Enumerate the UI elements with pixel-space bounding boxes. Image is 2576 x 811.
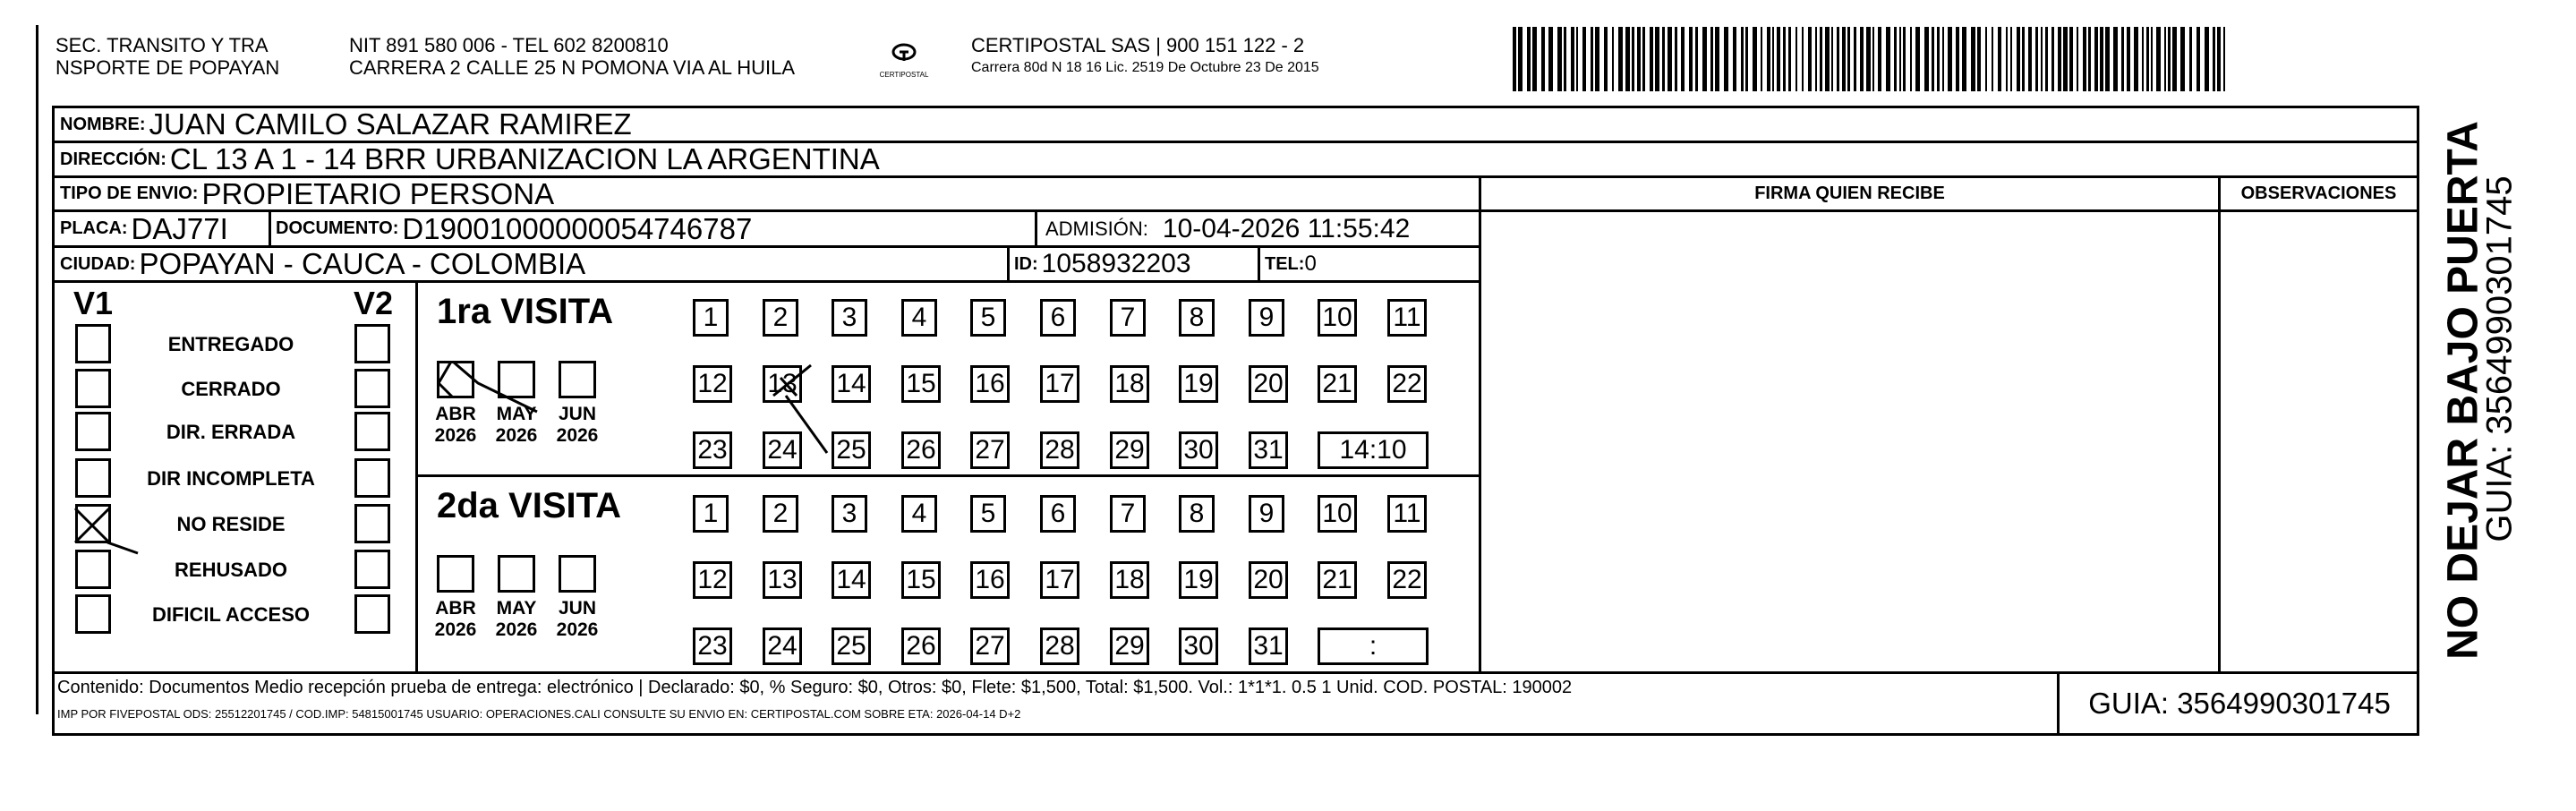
barcode-bar: [2088, 27, 2091, 91]
day-box: 17: [1040, 561, 1079, 599]
nit-line-1: NIT 891 580 006 - TEL 602 8200810: [349, 34, 669, 56]
v1-checkbox: [75, 594, 111, 634]
day-box: 1: [693, 299, 729, 337]
carrier-line-2: Carrera 80d N 18 16 Lic. 2519 De Octubre 23 De 2015: [971, 60, 1319, 75]
barcode-bar: [1518, 27, 1523, 91]
barcode-bar: [1761, 27, 1762, 91]
day-box: 15: [901, 561, 941, 599]
barcode-bar: [2083, 27, 2086, 91]
left-margin-line: [36, 25, 38, 714]
day-box: 24: [763, 627, 802, 665]
tel-cell: [1265, 245, 1317, 283]
barcode-bar: [2205, 27, 2209, 91]
barcode-bar: [1820, 27, 1822, 91]
barcode-bar: [1942, 27, 1944, 91]
day-box: 15: [901, 365, 941, 403]
barcode-bar: [2022, 27, 2025, 91]
barcode-bar: [1971, 27, 1975, 91]
barcode-bar: [1894, 27, 1897, 91]
day-box: 9: [1249, 495, 1284, 533]
sender-line-1: SEC. TRANSITO Y TRA: [55, 34, 269, 56]
barcode-bar: [1604, 27, 1608, 91]
barcode-bar: [1733, 27, 1736, 91]
barcode-bar: [1702, 27, 1707, 91]
barcode-bar: [1741, 27, 1744, 91]
v2-checkbox: [354, 458, 390, 498]
visit2-title: 2da VISITA: [437, 486, 621, 525]
day-box: 4: [901, 495, 937, 533]
barcode-bar: [2168, 27, 2171, 91]
documento-label: DOCUMENTO:: [276, 218, 399, 238]
observaciones-header: OBSERVACIONES: [2240, 184, 2397, 203]
barcode-bar: [2127, 27, 2130, 91]
barcode-bar: [2164, 27, 2166, 91]
status-label: CERRADO: [181, 378, 281, 400]
barcode-bar: [2223, 27, 2225, 91]
day-box: 2: [763, 495, 798, 533]
placa-label: PLACA:: [60, 218, 128, 238]
visit-divider: [415, 474, 1480, 477]
barcode-bar: [1915, 27, 1920, 91]
barcode-bar: [1937, 27, 1940, 91]
barcode-bar: [1825, 27, 1830, 91]
barcode-bar: [1802, 27, 1804, 91]
v2-checkbox: [354, 324, 390, 363]
barcode-bar: [1753, 27, 1757, 91]
barcode-bar: [2217, 27, 2221, 91]
direccion-value: CL 13 A 1 - 14 BRR URBANIZACION LA ARGENTINA: [169, 142, 880, 175]
month-year: 2026: [434, 619, 477, 640]
day-box: 29: [1110, 627, 1149, 665]
tipo-row: [52, 175, 1481, 212]
v2-checkbox: [354, 412, 390, 451]
barcode-bar: [1564, 27, 1566, 91]
admision-cell: [1045, 209, 1410, 248]
barcode-bar: [1783, 27, 1786, 91]
day-box: 30: [1179, 627, 1218, 665]
day-box: 26: [901, 431, 941, 469]
barcode-bar: [2063, 27, 2068, 91]
barcode-bar: [2189, 27, 2192, 91]
day-box: 3: [832, 495, 867, 533]
month-name: JUN: [558, 598, 596, 619]
barcode-bar: [1872, 27, 1874, 91]
day-box: 13: [763, 365, 802, 403]
day-box: 12: [693, 365, 732, 403]
time-box: 14:10: [1318, 431, 1429, 469]
barcode-bar: [2105, 27, 2110, 91]
day-box: 20: [1249, 561, 1288, 599]
barcode-bar: [1557, 27, 1562, 91]
firma-header: FIRMA QUIEN RECIBE: [1754, 184, 1945, 203]
barcode-bar: [1847, 27, 1850, 91]
barcode-bar: [1910, 27, 1912, 91]
month-name: MAY: [496, 598, 537, 619]
footer-imp: IMP POR FIVEPOSTAL ODS: 25512201745 / COD.IMP: 54815001745 USUARIO: OPERACIONES.CALI CONSULTE SU ENVIO EN: CERTIPOSTAL.COM SOBRE ETA: 2026-04-14 D+2: [57, 707, 1021, 721]
barcode-bar: [1985, 27, 1987, 91]
day-box: 23: [693, 627, 732, 665]
barcode-bar: [1948, 27, 1952, 91]
day-box: 1: [693, 495, 729, 533]
placa-value: DAJ77I: [131, 211, 228, 245]
nombre-row: [52, 106, 2419, 143]
barcode-bar: [2134, 27, 2138, 91]
barcode-bar: [1772, 27, 1774, 91]
day-box: 14: [832, 365, 871, 403]
barcode-bar: [1642, 27, 1645, 91]
direccion-label: DIRECCIÓN:: [60, 149, 166, 169]
barcode-bar: [1527, 27, 1531, 91]
day-box: 22: [1387, 561, 1427, 599]
barcode-bar: [2100, 27, 2103, 91]
month-year: 2026: [495, 425, 538, 446]
day-box: 29: [1110, 431, 1149, 469]
barcode-bar: [1595, 27, 1599, 91]
nombre-label: NOMBRE:: [60, 114, 146, 134]
day-box: 16: [970, 365, 1010, 403]
admision-value: 10-04-2026 11:55:42: [1162, 213, 1411, 243]
nit-line-2: CARRERA 2 CALLE 25 N POMONA VIA AL HUILA: [349, 56, 796, 79]
day-box: 5: [970, 495, 1006, 533]
tel-label: TEL:: [1265, 253, 1305, 274]
admision-divider: [1035, 209, 1037, 248]
observaciones-column: [2218, 175, 2419, 674]
id-cell: [1014, 245, 1191, 283]
day-box: 11: [1387, 299, 1427, 337]
id-divider: [1007, 245, 1010, 283]
barcode-bar: [1860, 27, 1864, 91]
barcode-bar: [2146, 27, 2149, 91]
day-box: 18: [1110, 365, 1149, 403]
barcode-bar: [2151, 27, 2153, 91]
firma-column: [1479, 175, 2221, 674]
footer-contenido: Contenido: Documentos Medio recepción prueba de entrega: electrónico | Declarado: $0, % Seguro: $0, Otros: $0, Flete: $1,500, Total: $1,500. Vol.: 1*1*1. 0.5 1 Unid. COD. POSTAL: 190002: [57, 678, 1573, 697]
day-box: 10: [1318, 495, 1357, 533]
barcode-bar: [1582, 27, 1586, 91]
barcode-bar: [1541, 27, 1545, 91]
day-box: 12: [693, 561, 732, 599]
barcode-bar: [1681, 27, 1685, 91]
month-year: 2026: [556, 619, 599, 640]
barcode-bar: [1962, 27, 1966, 91]
day-box: 17: [1040, 365, 1079, 403]
day-box: 22: [1387, 365, 1427, 403]
barcode-bar: [1571, 27, 1574, 91]
certipostal-logo: [873, 38, 935, 81]
day-box: 27: [970, 431, 1010, 469]
barcode-bar: [1788, 27, 1791, 91]
barcode-bar: [1637, 27, 1641, 91]
tel-value: 0: [1304, 252, 1317, 276]
barcode-bar: [1842, 27, 1846, 91]
barcode-bar: [1689, 27, 1693, 91]
barcode-bar: [2069, 27, 2073, 91]
month-year: 2026: [495, 619, 538, 640]
v2-checkbox: [354, 550, 390, 589]
v1-label: V1: [73, 285, 114, 321]
barcode-bar: [2213, 27, 2215, 91]
side-guia: GUIA: 3564990301745: [2479, 175, 2520, 542]
barcode-bar: [1767, 27, 1770, 91]
day-box: 28: [1040, 431, 1079, 469]
day-box: 7: [1110, 299, 1146, 337]
logo-text: CERTIPOSTAL: [879, 71, 929, 79]
barcode-bar: [1837, 27, 1839, 91]
status-label: DIFICIL ACCESO: [151, 603, 310, 626]
barcode-bar: [1612, 27, 1614, 91]
day-box: 8: [1179, 299, 1215, 337]
v2-checkbox: [354, 504, 390, 543]
barcode-bar: [1548, 27, 1553, 91]
v2-checkbox: [354, 369, 390, 408]
nombre-value: JUAN CAMILO SALAZAR RAMIREZ: [149, 107, 632, 141]
day-box: 8: [1179, 495, 1215, 533]
barcode-bar: [1854, 27, 1856, 91]
barcode-bar: [1777, 27, 1780, 91]
id-value: 1058932203: [1041, 249, 1191, 278]
status-label: DIR INCOMPLETA: [147, 467, 315, 490]
barcode-bar: [1513, 27, 1516, 91]
barcode-bar: [2113, 27, 2118, 91]
barcode-bar: [1650, 27, 1653, 91]
no-reside-x-mark: [72, 503, 143, 557]
day13-mark: [768, 360, 831, 458]
day-box: 5: [970, 299, 1006, 337]
documento-value: D19001000000054746787: [402, 211, 753, 245]
barcode-bar: [2041, 27, 2043, 91]
barcode-bar: [1675, 27, 1677, 91]
v2-checkbox: [354, 594, 390, 634]
barcode-bar: [2180, 27, 2185, 91]
barcode-bar: [1618, 27, 1623, 91]
barcode-bar: [2172, 27, 2177, 91]
day-box: 9: [1249, 299, 1284, 337]
tipo-label: TIPO DE ENVIO:: [60, 184, 199, 203]
direccion-row: [52, 141, 2419, 178]
month-checkbox: [498, 555, 535, 593]
month-year: 2026: [434, 425, 477, 446]
day-box: 10: [1318, 299, 1357, 337]
barcode-bar: [1815, 27, 1817, 91]
barcode-bar: [1796, 27, 1797, 91]
barcode: [1513, 27, 2229, 91]
time-box: :: [1318, 627, 1429, 665]
barcode-bar: [2010, 27, 2012, 91]
barcode-bar: [2045, 27, 2048, 91]
barcode-bar: [2156, 27, 2161, 91]
barcode-bar: [1576, 27, 1578, 91]
barcode-bar: [1866, 27, 1871, 91]
status-label: NO RESIDE: [176, 513, 286, 535]
v1-checkbox: [75, 458, 111, 498]
day-box: 4: [901, 299, 937, 337]
barcode-bar: [1715, 27, 1719, 91]
tel-divider: [1258, 245, 1260, 283]
id-label: ID:: [1014, 253, 1038, 274]
month-name: ABR: [435, 404, 476, 424]
barcode-bar: [2077, 27, 2078, 91]
status-label: DIR. ERRADA: [166, 421, 296, 443]
day-box: 7: [1110, 495, 1146, 533]
day-box: 11: [1387, 495, 1427, 533]
day-box: 18: [1110, 561, 1149, 599]
day-box: 24: [763, 431, 802, 469]
day-box: 31: [1249, 431, 1288, 469]
side-warning: NO DEJAR BAJO PUERTA: [2439, 121, 2487, 660]
day-box: 28: [1040, 627, 1079, 665]
day-box: 23: [693, 431, 732, 469]
visit1-title: 1ra VISITA: [437, 292, 614, 331]
barcode-bar: [1878, 27, 1881, 91]
month-year: 2026: [556, 425, 599, 446]
day-box: 19: [1179, 365, 1218, 403]
day-box: 6: [1040, 495, 1076, 533]
month-name: JUN: [558, 404, 596, 424]
v1-checkbox: [75, 369, 111, 408]
day-box: 27: [970, 627, 1010, 665]
barcode-bar: [1632, 27, 1634, 91]
carrier-line-1: CERTIPOSTAL SAS | 900 151 122 - 2: [971, 34, 1305, 56]
v1-checkbox: [75, 324, 111, 363]
day-box: 30: [1179, 431, 1218, 469]
barcode-bar: [2058, 27, 2061, 91]
day-box: 25: [832, 627, 871, 665]
day-box: 25: [832, 431, 871, 469]
barcode-bar: [1710, 27, 1713, 91]
status-label: REHUSADO: [175, 559, 287, 581]
barcode-bar: [1724, 27, 1728, 91]
barcode-bar: [2142, 27, 2144, 91]
barcode-bar: [1998, 27, 2001, 91]
documento-cell: [276, 209, 752, 248]
barcode-bar: [1977, 27, 1981, 91]
placa-divider: [269, 209, 271, 248]
barcode-bar: [1924, 27, 1929, 91]
day-box: 13: [763, 561, 802, 599]
barcode-bar: [1956, 27, 1959, 91]
footer-guia: GUIA: 3564990301745: [2088, 687, 2391, 720]
barcode-bar: [2035, 27, 2038, 91]
barcode-bar: [2006, 27, 2008, 91]
ciudad-label: CIUDAD:: [60, 253, 136, 274]
month-checkbox: [559, 555, 596, 593]
day-box: 16: [970, 561, 1010, 599]
admision-label: ADMISIÓN:: [1045, 217, 1148, 240]
sender-line-2: NSPORTE DE POPAYAN: [55, 56, 280, 79]
month-checkbox: [437, 555, 474, 593]
v1-checkbox: [75, 412, 111, 451]
barcode-bar: [1831, 27, 1833, 91]
status-label: ENTREGADO: [167, 333, 294, 355]
barcode-bar: [1591, 27, 1593, 91]
barcode-bar: [2121, 27, 2124, 91]
v2-label: V2: [354, 285, 394, 321]
abr-check-mark: [433, 356, 550, 419]
day-box: 21: [1318, 365, 1357, 403]
barcode-bar: [2028, 27, 2032, 91]
ciudad-value: POPAYAN - CAUCA - COLOMBIA: [139, 247, 586, 280]
day-box: 2: [763, 299, 798, 337]
month-name: MAY: [496, 404, 537, 424]
barcode-bar: [1625, 27, 1630, 91]
day-box: 31: [1249, 627, 1288, 665]
barcode-bar: [1695, 27, 1698, 91]
barcode-bar: [1745, 27, 1748, 91]
barcode-bar: [1899, 27, 1901, 91]
barcode-bar: [2196, 27, 2200, 91]
barcode-bar: [2094, 27, 2098, 91]
day-box: 21: [1318, 561, 1357, 599]
barcode-bar: [1932, 27, 1934, 91]
day-box: 3: [832, 299, 867, 337]
barcode-bar: [1903, 27, 1906, 91]
day-box: 14: [832, 561, 871, 599]
barcode-bar: [2017, 27, 2020, 91]
month-checkbox: [559, 361, 596, 398]
barcode-bar: [1668, 27, 1672, 91]
barcode-bar: [1662, 27, 1665, 91]
day-box: 19: [1179, 561, 1218, 599]
barcode-bar: [1992, 27, 1993, 91]
status-divider: [415, 283, 418, 674]
barcode-bar: [1808, 27, 1812, 91]
month-name: ABR: [435, 598, 476, 619]
barcode-bar: [1532, 27, 1537, 91]
barcode-bar: [1886, 27, 1890, 91]
day-box: 6: [1040, 299, 1076, 337]
day-box: 20: [1249, 365, 1288, 403]
tipo-value: PROPIETARIO PERSONA: [201, 176, 555, 210]
day-box: 26: [901, 627, 941, 665]
barcode-bar: [2051, 27, 2054, 91]
side-guia-wrap: [2478, 140, 2522, 578]
barcode-bar: [1655, 27, 1659, 91]
